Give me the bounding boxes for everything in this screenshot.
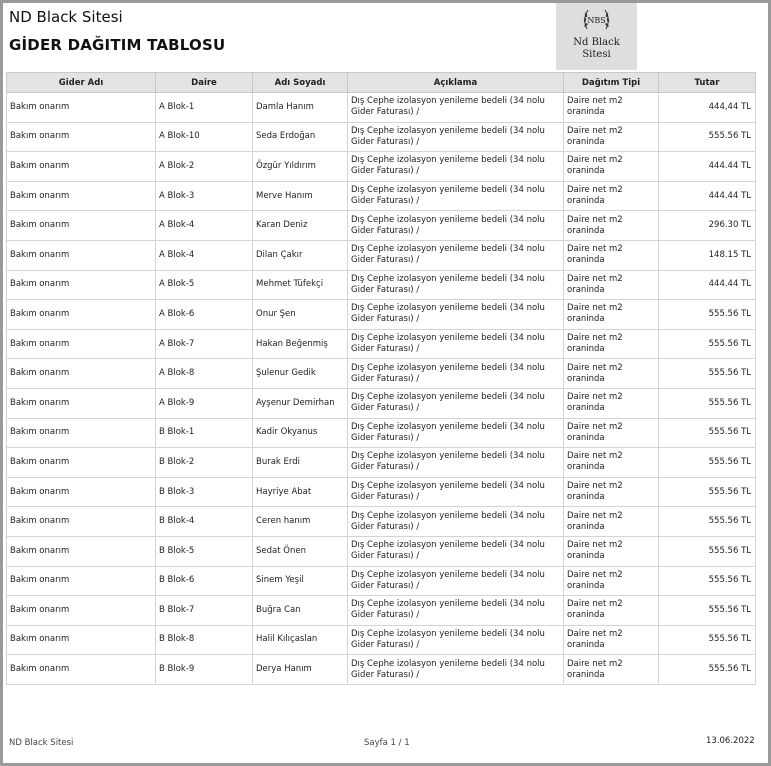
cell-tip [564, 240, 659, 270]
cell-tutar: 555.56 TL [659, 122, 756, 152]
cell-aciklama [348, 211, 564, 241]
cell-tutar: 555.56 TL [659, 329, 756, 359]
cell-aciklama-line2: Gider Faturası) / [351, 521, 420, 532]
cell-tip-line2: oraninda [567, 432, 605, 443]
cell-aciklama [348, 181, 564, 211]
cell-tip-line2: oraninda [567, 403, 605, 414]
cell-tip-line2: oraninda [567, 344, 605, 355]
cell-tip [564, 388, 659, 418]
table-row [7, 596, 756, 626]
cell-aciklama-line2: Gider Faturası) / [351, 314, 420, 325]
cell-aciklama-line1: Dış Cephe izolasyon yenileme bedeli (34 nolu [351, 569, 545, 580]
logo-line2: Sitesi [582, 49, 611, 60]
footer-date: 13.06.2022 [706, 736, 755, 746]
cell-tutar: 555.56 TL [659, 625, 756, 655]
cell-daire: A Blok-4 [156, 211, 253, 241]
cell-ad: Damla Hanım [253, 93, 348, 123]
cell-gider: Bakım onarım [7, 300, 156, 330]
table-body [7, 93, 756, 685]
cell-tip-line2: oraninda [567, 136, 605, 147]
cell-tip [564, 477, 659, 507]
cell-gider: Bakım onarım [7, 211, 156, 241]
cell-aciklama-line1: Dış Cephe izolasyon yenileme bedeli (34 nolu [351, 185, 545, 196]
table-row [7, 152, 756, 182]
cell-tip [564, 152, 659, 182]
cell-daire: A Blok-7 [156, 329, 253, 359]
cell-aciklama-line2: Gider Faturası) / [351, 373, 420, 384]
cell-aciklama-line1: Dış Cephe izolasyon yenileme bedeli (34 nolu [351, 214, 545, 225]
col-header-ad: Adı Soyadı [253, 73, 348, 93]
cell-tip-line1: Daire net m2 [567, 569, 623, 580]
cell-aciklama-line2: Gider Faturası) / [351, 166, 420, 177]
logo-monogram: NBS [587, 16, 606, 25]
table-row [7, 329, 756, 359]
cell-tutar: 444.44 TL [659, 152, 756, 182]
cell-daire: B Blok-2 [156, 448, 253, 478]
cell-aciklama-line2: Gider Faturası) / [351, 403, 420, 414]
cell-gider: Bakım onarım [7, 655, 156, 685]
cell-tutar: 555.56 TL [659, 596, 756, 626]
footer-site-name: ND Black Sitesi [9, 738, 74, 748]
cell-tip-line2: oraninda [567, 580, 605, 591]
cell-tip [564, 655, 659, 685]
cell-tip-line1: Daire net m2 [567, 155, 623, 166]
cell-tip-line2: oraninda [567, 521, 605, 532]
cell-tip-line2: oraninda [567, 610, 605, 621]
cell-daire: A Blok-3 [156, 181, 253, 211]
cell-aciklama [348, 418, 564, 448]
cell-daire: B Blok-9 [156, 655, 253, 685]
cell-gider: Bakım onarım [7, 122, 156, 152]
cell-tutar: 555.56 TL [659, 300, 756, 330]
cell-gider: Bakım onarım [7, 418, 156, 448]
cell-tip [564, 566, 659, 596]
cell-gider: Bakım onarım [7, 388, 156, 418]
cell-aciklama-line1: Dış Cephe izolasyon yenileme bedeli (34 nolu [351, 421, 545, 432]
cell-tip-line1: Daire net m2 [567, 273, 623, 284]
cell-tip [564, 122, 659, 152]
table-row [7, 300, 756, 330]
logo-emblem-icon [556, 3, 637, 70]
cell-ad: Derya Hanım [253, 655, 348, 685]
table-row [7, 418, 756, 448]
cell-tip-line1: Daire net m2 [567, 185, 623, 196]
cell-aciklama-line2: Gider Faturası) / [351, 196, 420, 207]
cell-tip-line2: oraninda [567, 225, 605, 236]
cell-tutar: 555.56 TL [659, 388, 756, 418]
cell-aciklama [348, 300, 564, 330]
cell-aciklama [348, 477, 564, 507]
cell-tip-line1: Daire net m2 [567, 333, 623, 344]
cell-aciklama-line2: Gider Faturası) / [351, 610, 420, 621]
col-header-aciklama: Açıklama [348, 73, 564, 93]
cell-tip-line1: Daire net m2 [567, 125, 623, 136]
col-header-tutar: Tutar [659, 73, 756, 93]
cell-tip-line1: Daire net m2 [567, 214, 623, 225]
cell-tip-line1: Daire net m2 [567, 658, 623, 669]
cell-tutar: 555.56 TL [659, 418, 756, 448]
cell-aciklama-line1: Dış Cephe izolasyon yenileme bedeli (34 nolu [351, 481, 545, 492]
cell-tip-line2: oraninda [567, 314, 605, 325]
cell-ad: Sinem Yeşil [253, 566, 348, 596]
cell-ad: Ceren hanım [253, 507, 348, 537]
cell-aciklama-line2: Gider Faturası) / [351, 255, 420, 266]
cell-tip-line2: oraninda [567, 639, 605, 650]
cell-ad: Karan Deniz [253, 211, 348, 241]
cell-aciklama-line2: Gider Faturası) / [351, 225, 420, 236]
cell-tip-line1: Daire net m2 [567, 510, 623, 521]
col-header-gider: Gider Adı [7, 73, 156, 93]
cell-tip-line2: oraninda [567, 492, 605, 503]
cell-gider: Bakım onarım [7, 507, 156, 537]
cell-gider: Bakım onarım [7, 359, 156, 389]
cell-tip [564, 329, 659, 359]
cell-aciklama-line2: Gider Faturası) / [351, 107, 420, 118]
cell-aciklama-line2: Gider Faturası) / [351, 492, 420, 503]
cell-tip-line1: Daire net m2 [567, 451, 623, 462]
footer-page-number: Sayfa 1 / 1 [364, 738, 410, 748]
cell-tutar: 555.56 TL [659, 536, 756, 566]
cell-tip [564, 448, 659, 478]
cell-tip [564, 181, 659, 211]
cell-gider: Bakım onarım [7, 181, 156, 211]
cell-tutar: 555.56 TL [659, 477, 756, 507]
cell-tip-line1: Daire net m2 [567, 628, 623, 639]
cell-tutar: 555.56 TL [659, 566, 756, 596]
cell-daire: A Blok-10 [156, 122, 253, 152]
cell-daire: A Blok-5 [156, 270, 253, 300]
cell-tutar: 296.30 TL [659, 211, 756, 241]
cell-aciklama [348, 359, 564, 389]
cell-daire: A Blok-1 [156, 93, 253, 123]
cell-aciklama-line2: Gider Faturası) / [351, 344, 420, 355]
cell-aciklama-line1: Dış Cephe izolasyon yenileme bedeli (34 nolu [351, 540, 545, 551]
cell-tutar: 444.44 TL [659, 181, 756, 211]
cell-tip-line1: Daire net m2 [567, 362, 623, 373]
cell-tutar: 555.56 TL [659, 507, 756, 537]
cell-ad: Ayşenur Demirhan [253, 388, 348, 418]
table-header-row [7, 73, 756, 93]
cell-gider: Bakım onarım [7, 625, 156, 655]
cell-tutar: 555.56 TL [659, 448, 756, 478]
cell-tip [564, 300, 659, 330]
cell-ad: Halil Kılıçaslan [253, 625, 348, 655]
cell-gider: Bakım onarım [7, 566, 156, 596]
cell-tip [564, 359, 659, 389]
cell-aciklama [348, 93, 564, 123]
table-row [7, 625, 756, 655]
cell-aciklama [348, 388, 564, 418]
cell-aciklama [348, 655, 564, 685]
cell-aciklama-line2: Gider Faturası) / [351, 551, 420, 562]
cell-daire: A Blok-2 [156, 152, 253, 182]
cell-tip-line1: Daire net m2 [567, 421, 623, 432]
cell-ad: Merve Hanım [253, 181, 348, 211]
table-row [7, 655, 756, 685]
report-title: GİDER DAĞITIM TABLOSU [9, 36, 226, 54]
cell-aciklama [348, 152, 564, 182]
cell-daire: A Blok-9 [156, 388, 253, 418]
table-row [7, 536, 756, 566]
cell-aciklama-line1: Dış Cephe izolasyon yenileme bedeli (34 nolu [351, 628, 545, 639]
cell-aciklama [348, 270, 564, 300]
cell-tip-line1: Daire net m2 [567, 599, 623, 610]
cell-tip-line2: oraninda [567, 373, 605, 384]
cell-tutar: 148.15 TL [659, 240, 756, 270]
cell-aciklama-line1: Dış Cephe izolasyon yenileme bedeli (34 nolu [351, 303, 545, 314]
cell-ad: Seda Erdoğan [253, 122, 348, 152]
cell-tip [564, 93, 659, 123]
cell-daire: A Blok-6 [156, 300, 253, 330]
cell-ad: Hayriye Abat [253, 477, 348, 507]
cell-aciklama-line2: Gider Faturası) / [351, 432, 420, 443]
cell-ad: Mehmet Tüfekçi [253, 270, 348, 300]
cell-tip-line2: oraninda [567, 284, 605, 295]
cell-ad: Özgür Yıldırım [253, 152, 348, 182]
cell-aciklama-line1: Dış Cephe izolasyon yenileme bedeli (34 nolu [351, 125, 545, 136]
cell-ad: Sedat Önen [253, 536, 348, 566]
cell-tutar: 444.44 TL [659, 270, 756, 300]
cell-aciklama-line2: Gider Faturası) / [351, 639, 420, 650]
col-header-daire: Daire [156, 73, 253, 93]
cell-aciklama-line1: Dış Cephe izolasyon yenileme bedeli (34 nolu [351, 451, 545, 462]
cell-tip-line2: oraninda [567, 462, 605, 473]
cell-aciklama-line1: Dış Cephe izolasyon yenileme bedeli (34 nolu [351, 96, 545, 107]
cell-tip [564, 596, 659, 626]
cell-aciklama-line1: Dış Cephe izolasyon yenileme bedeli (34 nolu [351, 362, 545, 373]
cell-tip-line2: oraninda [567, 166, 605, 177]
cell-ad: Burak Erdi [253, 448, 348, 478]
cell-daire: A Blok-4 [156, 240, 253, 270]
cell-tip-line2: oraninda [567, 551, 605, 562]
cell-daire: B Blok-7 [156, 596, 253, 626]
logo-line1: Nd Black [573, 37, 620, 48]
table-row [7, 477, 756, 507]
cell-gider: Bakım onarım [7, 270, 156, 300]
cell-aciklama-line2: Gider Faturası) / [351, 136, 420, 147]
cell-aciklama-line1: Dış Cephe izolasyon yenileme bedeli (34 nolu [351, 333, 545, 344]
cell-aciklama-line1: Dış Cephe izolasyon yenileme bedeli (34 nolu [351, 658, 545, 669]
table-row [7, 507, 756, 537]
cell-gider: Bakım onarım [7, 329, 156, 359]
table-row [7, 359, 756, 389]
cell-aciklama [348, 536, 564, 566]
cell-tip [564, 536, 659, 566]
cell-tip-line2: oraninda [567, 196, 605, 207]
cell-gider: Bakım onarım [7, 93, 156, 123]
cell-tip-line2: oraninda [567, 669, 605, 680]
cell-tip [564, 211, 659, 241]
cell-aciklama-line1: Dış Cephe izolasyon yenileme bedeli (34 nolu [351, 599, 545, 610]
cell-tip [564, 418, 659, 448]
cell-aciklama-line1: Dış Cephe izolasyon yenileme bedeli (34 nolu [351, 155, 545, 166]
cell-aciklama-line2: Gider Faturası) / [351, 284, 420, 295]
cell-aciklama-line1: Dış Cephe izolasyon yenileme bedeli (34 nolu [351, 244, 545, 255]
table-row [7, 181, 756, 211]
cell-tutar: 555.56 TL [659, 655, 756, 685]
cell-ad: Buğra Can [253, 596, 348, 626]
cell-tip-line1: Daire net m2 [567, 392, 623, 403]
cell-tip-line1: Daire net m2 [567, 96, 623, 107]
cell-ad: Dilan Çakır [253, 240, 348, 270]
cell-aciklama [348, 625, 564, 655]
table-row [7, 122, 756, 152]
cell-tip-line1: Daire net m2 [567, 481, 623, 492]
table-row [7, 270, 756, 300]
cell-aciklama [348, 566, 564, 596]
cell-daire: B Blok-1 [156, 418, 253, 448]
cell-ad: Kadir Okyanus [253, 418, 348, 448]
cell-daire: B Blok-6 [156, 566, 253, 596]
cell-tutar: 444,44 TL [659, 93, 756, 123]
cell-aciklama-line2: Gider Faturası) / [351, 462, 420, 473]
cell-tip-line1: Daire net m2 [567, 540, 623, 551]
site-logo [556, 3, 637, 70]
cell-gider: Bakım onarım [7, 536, 156, 566]
table-row [7, 388, 756, 418]
cell-gider: Bakım onarım [7, 596, 156, 626]
cell-tip [564, 270, 659, 300]
cell-ad: Şulenur Gedik [253, 359, 348, 389]
cell-aciklama-line1: Dış Cephe izolasyon yenileme bedeli (34 nolu [351, 392, 545, 403]
cell-ad: Onur Şen [253, 300, 348, 330]
cell-daire: B Blok-5 [156, 536, 253, 566]
cell-daire: B Blok-3 [156, 477, 253, 507]
cell-aciklama [348, 596, 564, 626]
cell-gider: Bakım onarım [7, 240, 156, 270]
cell-aciklama-line2: Gider Faturası) / [351, 669, 420, 680]
cell-tip-line2: oraninda [567, 107, 605, 118]
cell-gider: Bakım onarım [7, 448, 156, 478]
cell-tip [564, 507, 659, 537]
cell-tip-line1: Daire net m2 [567, 303, 623, 314]
cell-daire: B Blok-8 [156, 625, 253, 655]
cell-aciklama [348, 329, 564, 359]
cell-ad: Hakan Beğenmiş [253, 329, 348, 359]
cell-aciklama-line1: Dış Cephe izolasyon yenileme bedeli (34 nolu [351, 510, 545, 521]
cell-aciklama [348, 240, 564, 270]
cell-tip [564, 625, 659, 655]
cell-aciklama [348, 507, 564, 537]
cell-daire: A Blok-8 [156, 359, 253, 389]
table-row [7, 240, 756, 270]
expense-table [6, 72, 756, 685]
table-row [7, 566, 756, 596]
table-row [7, 448, 756, 478]
table-row [7, 211, 756, 241]
site-name: ND Black Sitesi [9, 8, 123, 26]
cell-daire: B Blok-4 [156, 507, 253, 537]
cell-aciklama [348, 122, 564, 152]
cell-aciklama-line1: Dış Cephe izolasyon yenileme bedeli (34 nolu [351, 273, 545, 284]
cell-gider: Bakım onarım [7, 477, 156, 507]
col-header-tip: Dağıtım Tipi [564, 73, 659, 93]
cell-tutar: 555.56 TL [659, 359, 756, 389]
cell-aciklama-line2: Gider Faturası) / [351, 580, 420, 591]
cell-tip-line2: oraninda [567, 255, 605, 266]
cell-aciklama [348, 448, 564, 478]
table-row [7, 93, 756, 123]
cell-tip-line1: Daire net m2 [567, 244, 623, 255]
cell-gider: Bakım onarım [7, 152, 156, 182]
